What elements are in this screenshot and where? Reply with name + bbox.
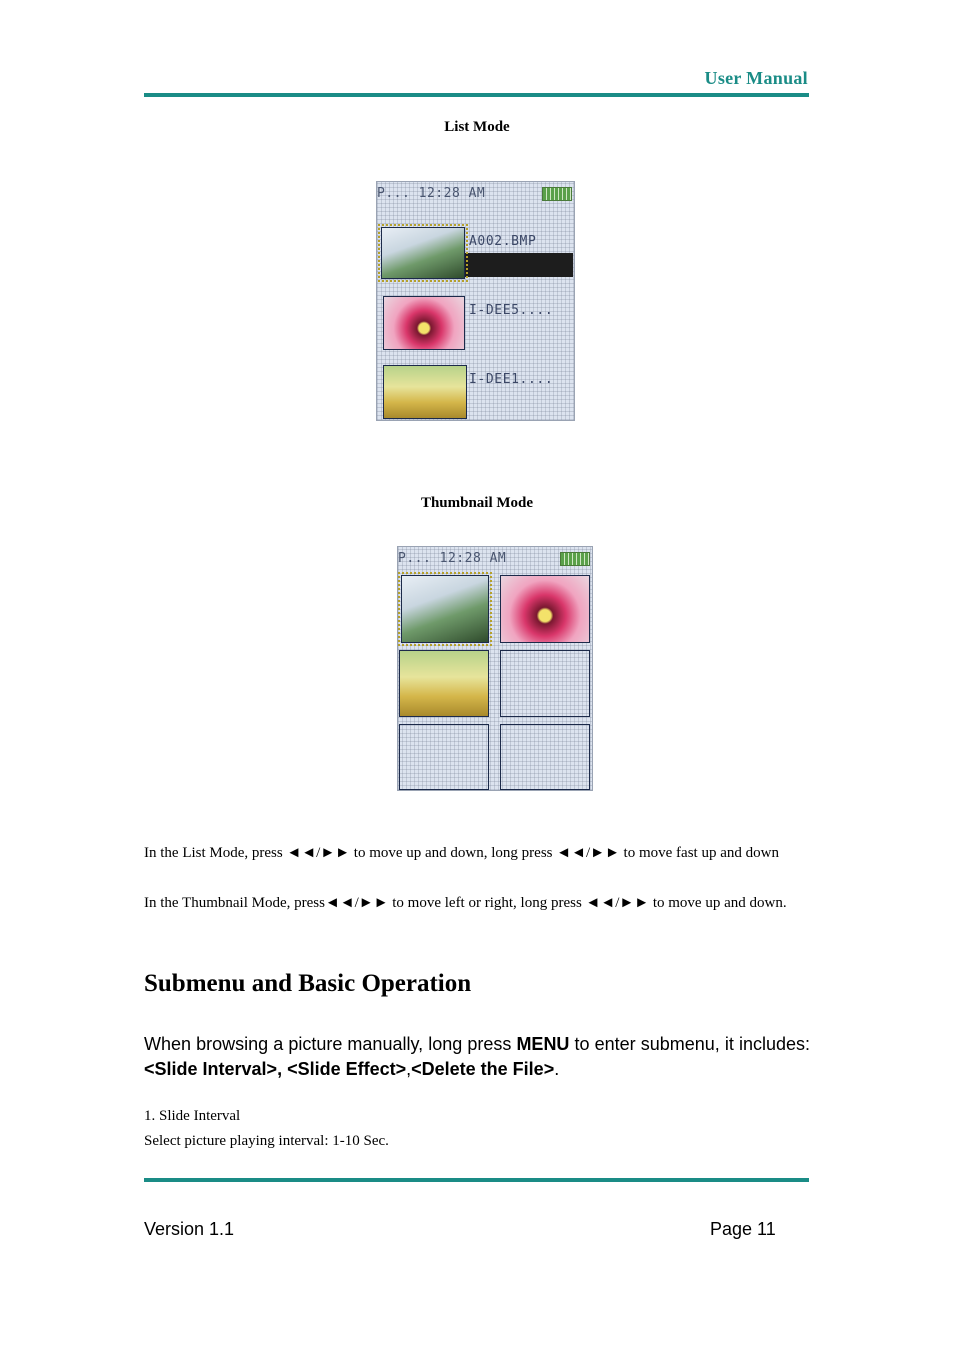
battery-icon	[560, 552, 590, 566]
thumb-cell-1	[401, 575, 489, 643]
list-filename-2: I-DEE5....	[469, 303, 554, 318]
item-description: Select picture playing interval: 1-10 Sec.	[144, 1133, 389, 1149]
submenu-option-delete: <Delete the File>	[411, 1059, 555, 1079]
header-rule	[144, 93, 809, 97]
status-bar-text: P... 12:28 AM	[398, 551, 507, 566]
menu-key: MENU	[516, 1034, 570, 1054]
thumb-cell-3	[399, 650, 489, 717]
intro-separator: ,	[406, 1059, 412, 1079]
section-heading: Submenu and Basic Operation	[144, 970, 472, 997]
intro-text: to enter submenu, it includes:	[569, 1034, 810, 1054]
paragraph-thumbnail-mode: In the Thumbnail Mode, press◄◄/►► to move left or right, long press ◄◄/►► to move up and down.	[144, 895, 787, 911]
intro-text: When browsing a picture manually, long press	[144, 1034, 517, 1054]
caption-thumbnail-mode: Thumbnail Mode	[420, 495, 534, 511]
intro-end: .	[554, 1059, 560, 1079]
footer-page-number: Page 11	[710, 1219, 776, 1239]
list-thumb-2	[383, 296, 465, 350]
item-title: 1. Slide Interval	[144, 1108, 241, 1124]
submenu-intro	[144, 1032, 810, 1082]
list-filename-3: I-DEE1....	[469, 372, 554, 387]
thumb-cell-5	[399, 724, 489, 790]
thumbnail-mode-screen	[397, 546, 593, 791]
list-mode-screen	[376, 181, 575, 421]
selected-row-bar	[465, 253, 573, 277]
footer-version: Version 1.1	[144, 1219, 235, 1239]
status-bar-text: P... 12:28 AM	[377, 186, 486, 201]
paragraph-list-mode: In the List Mode, press ◄◄/►► to move up and down, long press ◄◄/►► to move fast up and down	[144, 845, 779, 861]
battery-icon	[542, 187, 572, 201]
thumb-cell-6	[500, 724, 590, 790]
header-title: User Manual	[704, 68, 808, 88]
submenu-options: <Slide Interval>, <Slide Effect>	[144, 1059, 407, 1079]
thumb-cell-2	[500, 575, 590, 643]
list-filename-1: A002.BMP	[469, 234, 537, 249]
list-thumb-1	[381, 227, 465, 279]
footer-rule	[144, 1178, 809, 1182]
thumb-cell-4	[500, 650, 590, 717]
caption-list-mode: List Mode	[444, 119, 510, 135]
list-thumb-3	[383, 365, 467, 419]
